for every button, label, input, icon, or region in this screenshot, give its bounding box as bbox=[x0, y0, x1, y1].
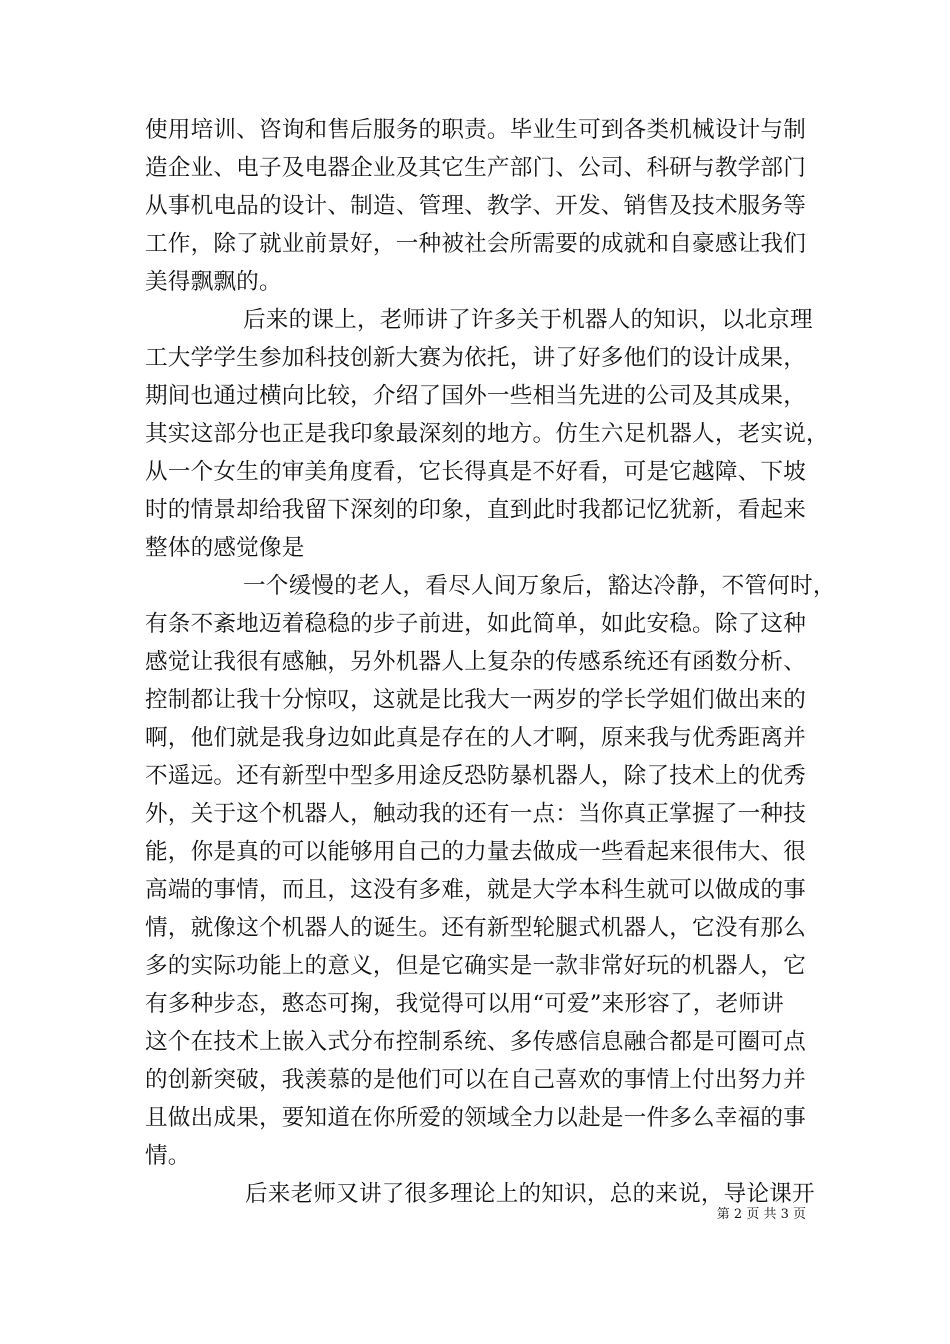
text-line: 外，关于这个机器人，触动我的还有一点：当你真正掌握了一种技 bbox=[145, 801, 807, 827]
page-number-footer: 第 2 页 共 3 页 bbox=[716, 1207, 806, 1222]
text-line: 不遥远。还有新型中型多用途反恐防暴机器人，除了技术上的优秀 bbox=[145, 763, 807, 789]
text-line: 多的实际功能上的意义，但是它确实是一款非常好玩的机器人，它 bbox=[145, 953, 807, 979]
text-line: 从一个女生的审美角度看，它长得真是不好看，可是它越障、下坡 bbox=[145, 459, 807, 485]
text-line: 期间也通过横向比较，介绍了国外一些相当先进的公司及其成果， bbox=[145, 383, 807, 409]
text-line: 高端的事情，而且，这没有多难，就是大学本科生就可以做成的事 bbox=[145, 877, 807, 903]
text-line: 这个在技术上嵌入式分布控制系统、多传感信息融合都是可圈可点 bbox=[145, 1029, 807, 1055]
text-line: 时的情景却给我留下深刻的印象，直到此时我都记忆犹新，看起来 bbox=[145, 497, 807, 523]
text-line: 有多种步态，憨态可掬，我觉得可以用“可爱”来形容了，老师讲 bbox=[145, 991, 784, 1017]
text-line: 啊，他们就是我身边如此真是存在的人才啊，原来我与优秀距离并 bbox=[145, 725, 807, 751]
paragraph-first-line: 后来的课上，老师讲了许多关于机器人的知识，以北京理 bbox=[243, 307, 813, 333]
text-line: 控制都让我十分惊叹，这就是比我大一两岁的学长学姐们做出来的 bbox=[145, 687, 807, 713]
text-line: 造企业、电子及电器企业及其它生产部门、公司、科研与教学部门 bbox=[145, 155, 807, 181]
text-line: 且做出成果，要知道在你所爱的领域全力以赴是一件多么幸福的事 bbox=[145, 1105, 807, 1131]
text-line: 的创新突破，我羡慕的是他们可以在自己喜欢的事情上付出努力并 bbox=[145, 1067, 807, 1093]
text-line: 美得飘飘的。 bbox=[145, 269, 282, 295]
text-line: 工大学学生参加科技创新大赛为依托，讲了好多他们的设计成果， bbox=[145, 345, 807, 371]
text-line: 有条不紊地迈着稳稳的步子前进，如此简单，如此安稳。除了这种 bbox=[145, 611, 807, 637]
paragraph-first-line: 一个缓慢的老人，看尽人间万象后，豁达冷静，不管何时， bbox=[243, 573, 836, 599]
text-line: 工作，除了就业前景好，一种被社会所需要的成就和自豪感让我们 bbox=[145, 231, 807, 257]
text-line: 其实这部分也正是我印象最深刻的地方。仿生六足机器人，老实说， bbox=[145, 421, 829, 447]
paragraph-first-line: 后来老师又讲了很多理论上的知识，总的来说，导论课开 bbox=[245, 1181, 815, 1207]
text-line: 整体的感觉像是 bbox=[145, 535, 305, 561]
text-line: 使用培训、咨询和售后服务的职责。毕业生可到各类机械设计与制 bbox=[145, 117, 807, 143]
text-line: 情。 bbox=[145, 1143, 191, 1169]
text-line: 情，就像这个机器人的诞生。还有新型轮腿式机器人，它没有那么 bbox=[145, 915, 807, 941]
text-line: 能，你是真的可以能够用自己的力量去做成一些看起来很伟大、很 bbox=[145, 839, 807, 865]
text-line: 从事机电品的设计、制造、管理、教学、开发、销售及技术服务等 bbox=[145, 193, 807, 219]
text-line: 感觉让我很有感触，另外机器人上复杂的传感系统还有函数分析、 bbox=[145, 649, 807, 675]
